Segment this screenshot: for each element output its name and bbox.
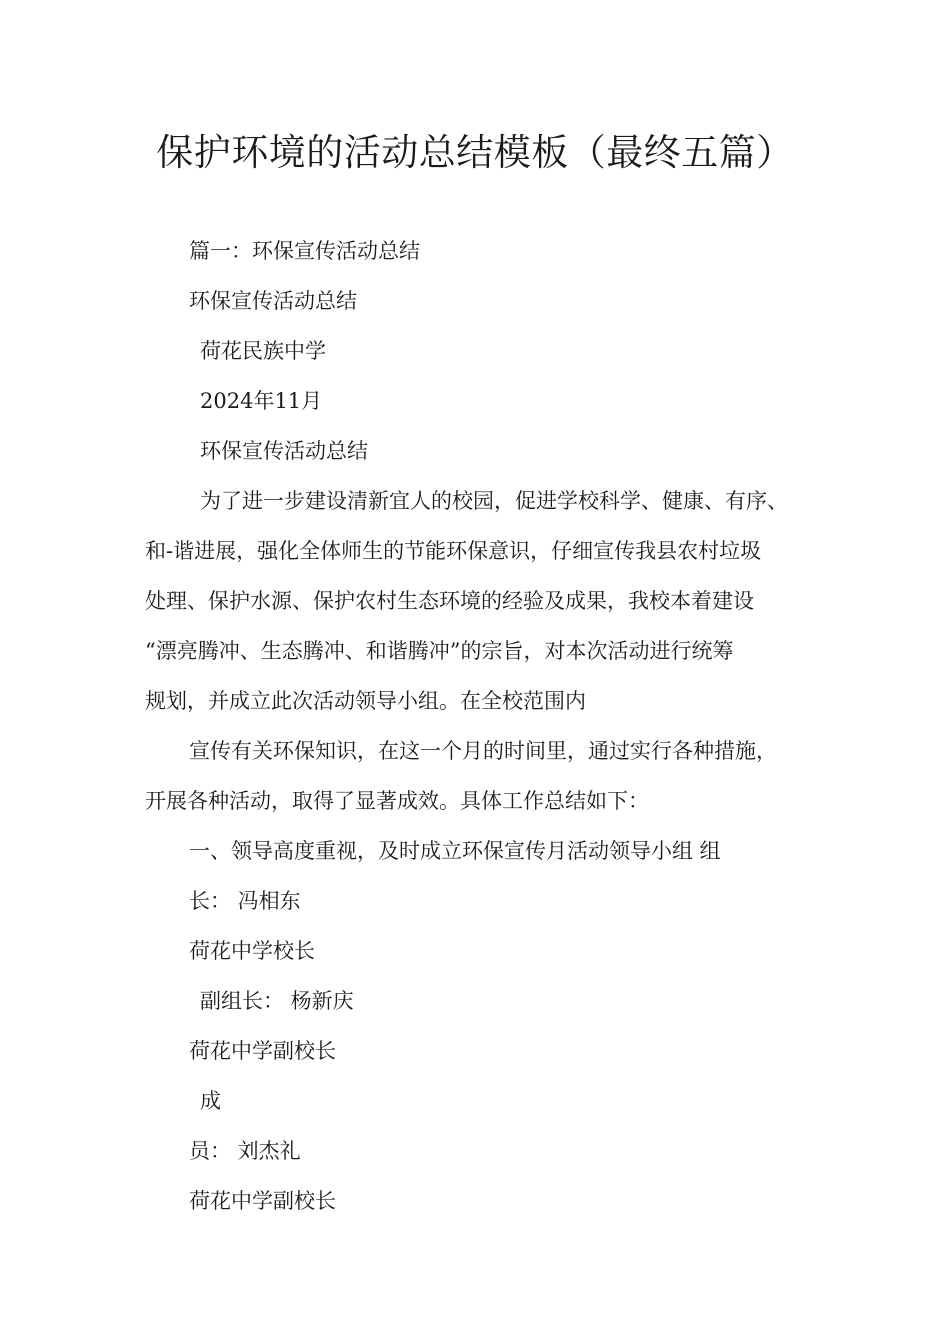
- section-heading: 篇一：环保宣传活动总结: [189, 239, 420, 263]
- section-heading: 一、领导高度重视，及时成立环保宣传月活动领导小组 组: [189, 839, 721, 863]
- member-line: 长： 冯相东: [189, 889, 301, 913]
- paragraph-line: 宣传有关环保知识，在这一个月的时间里，通过实行各种措施，: [189, 739, 777, 763]
- document-title: 保护环境的活动总结模板（最终五篇）: [156, 131, 794, 174]
- paragraph-line: 规划，并成立此次活动领导小组。在全校范围内: [145, 689, 586, 713]
- school-name: 荷花民族中学: [200, 339, 326, 363]
- paragraph-line: “漂亮腾冲、生态腾冲、和谐腾冲”的宗旨，对本次活动进行统筹: [145, 639, 734, 663]
- paragraph-line: 处理、保护水源、保护农村生态环境的经验及成果，我校本着建设: [145, 589, 754, 613]
- member-line: 副组长： 杨新庆: [200, 989, 354, 1013]
- text-line: 成: [200, 1089, 221, 1113]
- member-role: 荷花中学校长: [189, 939, 315, 963]
- text-line: 环保宣传活动总结: [200, 439, 368, 463]
- text-line: 环保宣传活动总结: [189, 289, 357, 313]
- paragraph-line: 开展各种活动，取得了显著成效。具体工作总结如下：: [145, 789, 649, 813]
- paragraph-line: 和-谐进展，强化全体师生的节能环保意识，仔细宣传我县农村垃圾: [145, 539, 762, 563]
- member-line: 员： 刘杰礼: [189, 1139, 301, 1163]
- member-role: 荷花中学副校长: [189, 1039, 336, 1063]
- paragraph-line: 为了进一步建设清新宜人的校园，促进学校科学、健康、有序、: [200, 489, 788, 513]
- date-line: 2024年11月: [200, 389, 323, 413]
- member-role: 荷花中学副校长: [189, 1189, 336, 1213]
